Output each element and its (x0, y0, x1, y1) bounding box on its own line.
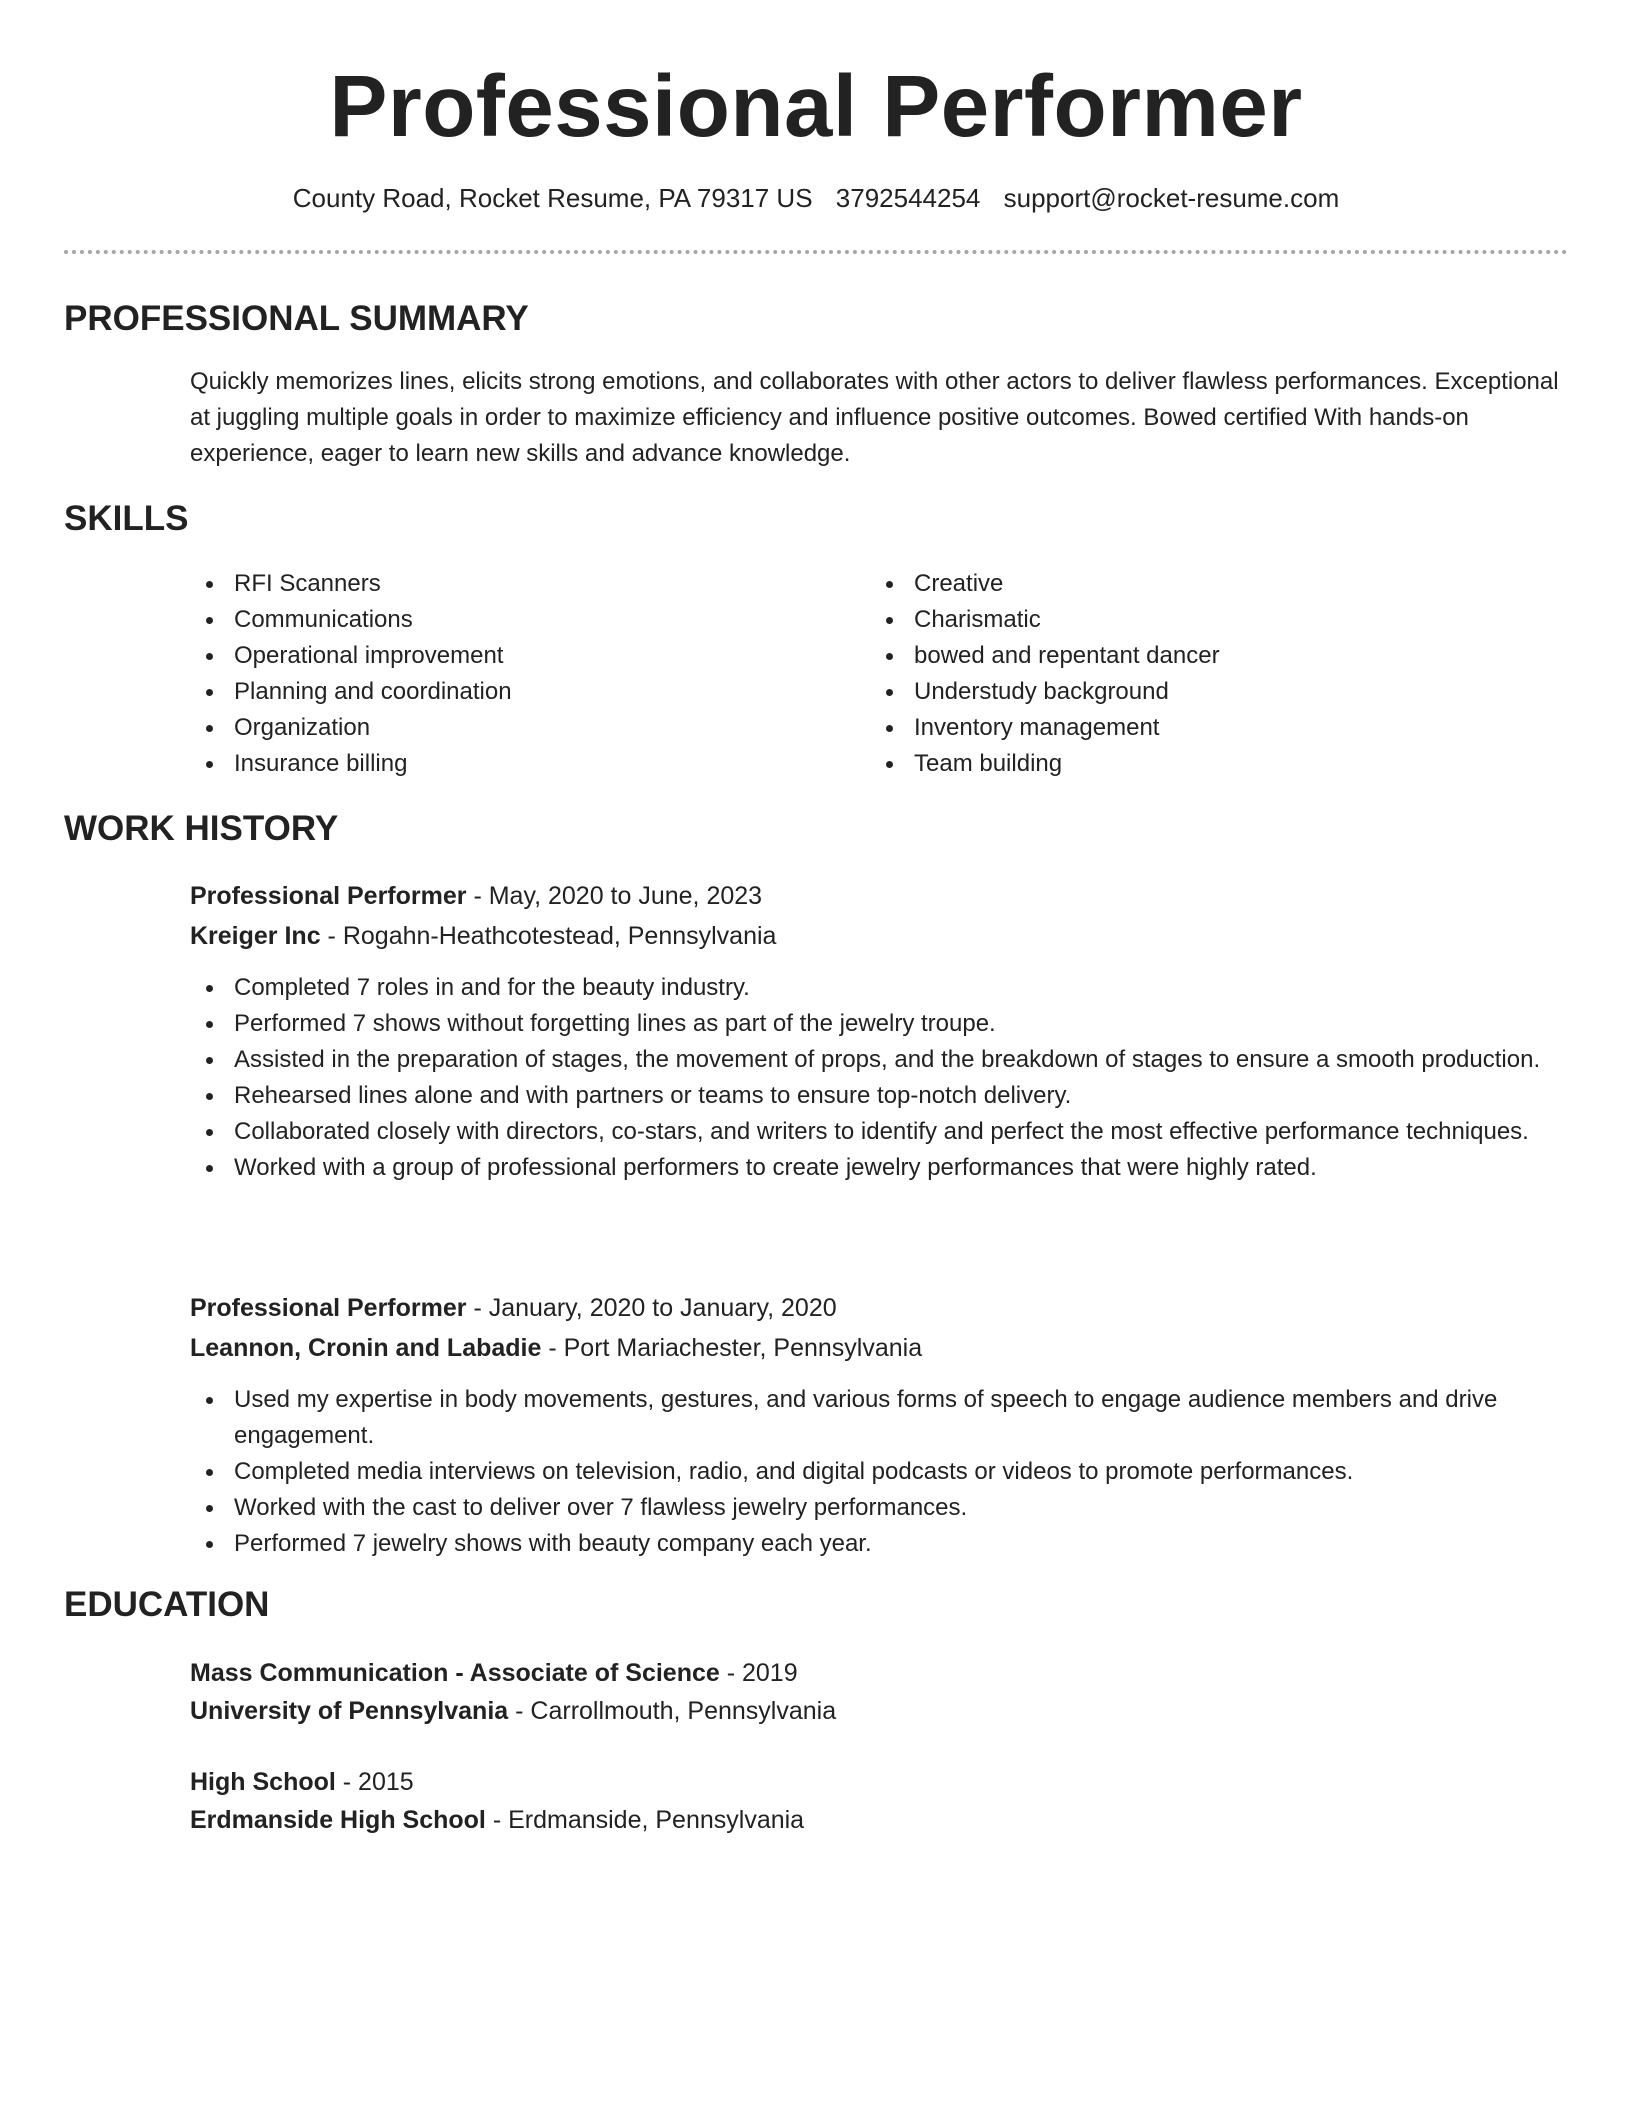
job-dates: - January, 2020 to January, 2020 (466, 1294, 837, 1322)
work-history-title: WORK HISTORY (64, 809, 339, 848)
skill-item: Charismatic (870, 602, 1220, 638)
skill-item: Communications (190, 602, 512, 638)
skills-list-right (870, 566, 1220, 782)
job-role: Professional Performer (190, 882, 467, 910)
education-school: University of Pennsylvania (190, 1697, 509, 1725)
job-bullet: Rehearsed lines alone and with partners or teams to ensure top-notch delivery. (190, 1078, 1550, 1114)
education-school-line (190, 1802, 804, 1838)
education-year: - 2019 (719, 1659, 798, 1687)
education-degree-line (190, 1764, 414, 1800)
contact-address: County Road, Rocket Resume, PA 79317 US (292, 183, 813, 213)
job-bullet: Worked with a group of professional performers to create jewelry performances that were highly rated. (190, 1150, 1550, 1186)
contact-phone: 3792544254 (835, 183, 981, 213)
contact-line (0, 180, 1632, 216)
job-company: Kreiger Inc (190, 922, 321, 950)
education-title: EDUCATION (64, 1585, 270, 1624)
education-location: - Erdmanside, Pennsylvania (485, 1806, 805, 1834)
skill-item: RFI Scanners (190, 566, 512, 602)
education-school: Erdmanside High School (190, 1806, 486, 1834)
skills-list-left (190, 566, 512, 782)
education-year: - 2015 (335, 1768, 414, 1796)
education-school-line (190, 1693, 836, 1729)
skill-item: Organization (190, 710, 512, 746)
job-bullets (190, 1382, 1550, 1562)
education-degree: High School (190, 1768, 336, 1796)
education-degree-line (190, 1655, 798, 1691)
skill-item: Insurance billing (190, 746, 512, 782)
summary-title: PROFESSIONAL SUMMARY (64, 299, 529, 338)
job-bullet: Performed 7 shows without forgetting lines as part of the jewelry troupe. (190, 1006, 1550, 1042)
job-bullet: Completed media interviews on television, radio, and digital podcasts or videos to promote performances. (190, 1454, 1550, 1490)
resume-name: Professional Performer (329, 58, 1303, 155)
job-company: Leannon, Cronin and Labadie (190, 1334, 542, 1362)
summary-text: Quickly memorizes lines, elicits strong emotions, and collaborates with other actors to deliver flawless performances. Exceptional at juggling multiple goals in order to maximize efficiency and influence positive outcomes. Bowed certified With hands-on experience, eager to learn new skills and advance knowledge. (190, 368, 1559, 467)
skill-item: Creative (870, 566, 1220, 602)
job-company-line (190, 1330, 922, 1366)
skills-title: SKILLS (64, 499, 189, 538)
contact-email: support@rocket-resume.com (1003, 183, 1340, 213)
skill-item: Team building (870, 746, 1220, 782)
job-bullet: Performed 7 jewelry shows with beauty company each year. (190, 1526, 1550, 1562)
skill-item: Inventory management (870, 710, 1220, 746)
job-bullet: Collaborated closely with directors, co-stars, and writers to identify and perfect the most effective performance techniques. (190, 1114, 1550, 1150)
job-title-line (190, 1290, 837, 1326)
skill-item: Operational improvement (190, 638, 512, 674)
job-bullet: Worked with the cast to deliver over 7 flawless jewelry performances. (190, 1490, 1550, 1526)
education-location: - Carrollmouth, Pennsylvania (508, 1697, 837, 1725)
job-bullets (190, 970, 1550, 1186)
job-bullet: Assisted in the preparation of stages, the movement of props, and the breakdown of stages to ensure a smooth production. (190, 1042, 1550, 1078)
header-divider (64, 250, 1568, 254)
job-bullet: Completed 7 roles in and for the beauty industry. (190, 970, 1550, 1006)
skill-item: Planning and coordination (190, 674, 512, 710)
job-location: - Port Mariachester, Pennsylvania (541, 1334, 923, 1362)
job-dates: - May, 2020 to June, 2023 (466, 882, 763, 910)
skill-item: Understudy background (870, 674, 1220, 710)
skill-item: bowed and repentant dancer (870, 638, 1220, 674)
job-location: - Rogahn-Heathcotestead, Pennsylvania (320, 922, 777, 950)
job-bullet: Used my expertise in body movements, gestures, and various forms of speech to engage audience members and drive engagement. (190, 1382, 1550, 1454)
job-title-line (190, 878, 762, 914)
job-company-line (190, 918, 776, 954)
job-role: Professional Performer (190, 1294, 467, 1322)
education-degree: Mass Communication - Associate of Science (190, 1659, 720, 1687)
